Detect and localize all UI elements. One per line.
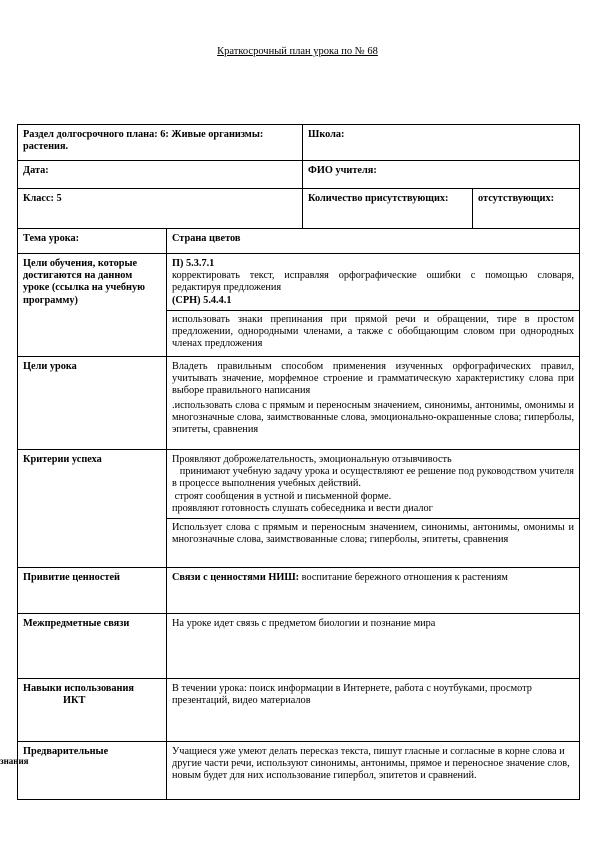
prior-label: Предварительные bbox=[18, 742, 167, 800]
lesson-plan-table bbox=[17, 124, 580, 800]
teacher-cell: ФИО учителя: bbox=[303, 161, 580, 189]
date-cell: Дата: bbox=[18, 161, 303, 189]
ict-label-2: ИКТ bbox=[63, 695, 86, 707]
criteria-row bbox=[18, 450, 580, 568]
program-goals-label: Цели обучения, которые достигаются на данном уроке (ссылка на учебную программу) bbox=[18, 254, 167, 357]
program-goals-row bbox=[18, 254, 580, 357]
ict-cell: В течении урока: поиск информации в Интернете, работа с ноутбуками, просмотр презентаций, видео материалов bbox=[167, 679, 580, 742]
goal-text-1: корректировать текст, исправляя орфографические ошибки с помощью словаря, редактируя предложения bbox=[172, 270, 575, 294]
topic-value: Страна цветов bbox=[167, 229, 580, 254]
interdisciplinary-row bbox=[18, 614, 580, 679]
section-cell: Раздел долгосрочного плана: 6: Живые организмы: растения. bbox=[18, 125, 303, 161]
program-goals-cell bbox=[167, 254, 580, 357]
criteria-line-5: Использует слова с прямым и переносным значением, синонимы, антонимы, омонимы и многозначные слова, заимствованные слова; гиперболы, эпитеты, сравнения bbox=[167, 518, 579, 546]
criteria-label: Критерии успеха bbox=[18, 450, 167, 568]
prior-knowledge-row bbox=[18, 742, 580, 800]
lesson-goal-text-2: .использовать слова с прямым и переносным значением, синонимы, антонимы, омонимы и многозначные слова, заимствованные слова, эмоционально-окрашенные слова; гиперболы, эпитеты, сравнения bbox=[172, 399, 575, 436]
present-cell: Количество присутствующих: bbox=[303, 189, 473, 229]
goal-code-2: (СРН) 5.4.4.1 bbox=[172, 294, 232, 306]
header-row-section bbox=[18, 125, 580, 161]
lesson-goal-text-1: Владеть правильным способом применения изученных орфографических правил, учитывать значение, морфемное строение и грамматическую характеристику слова при выборе правильного написания bbox=[172, 361, 575, 397]
goal-text-2: использовать знаки препинания при прямой речи и обращении, тире в простом предложении, однородными членами, а также с обобщающим словом при однородных членах предложения bbox=[167, 310, 579, 351]
values-bold: Связи с ценностями НИШ: bbox=[172, 572, 300, 583]
values-row bbox=[18, 568, 580, 614]
prior-cell: Учащиеся уже умеют делать пересказ текста, пишут гласные и согласные в корне слова и другие части речи, используют синонимы, антонимы, прямое и переносное значение слов, новым будет для них использование гипербол, эпитетов и сравнений. bbox=[167, 742, 580, 800]
criteria-line-3: строят сообщения в устной и письменной форме. bbox=[172, 490, 392, 502]
values-cell bbox=[167, 568, 580, 614]
ict-row bbox=[18, 679, 580, 742]
criteria-line-4: проявляют готовность слушать собеседника и вести диалог bbox=[172, 502, 433, 514]
school-cell: Школа: bbox=[303, 125, 580, 161]
class-cell: Класс: 5 bbox=[18, 189, 303, 229]
topic-label: Тема урока: bbox=[18, 229, 167, 254]
ict-label-1: Навыки использования bbox=[23, 683, 134, 694]
lesson-goals-cell bbox=[167, 357, 580, 450]
criteria-line-1: Проявляют доброжелательность, эмоциональную отзывчивость bbox=[172, 454, 452, 465]
ict-label-cell bbox=[18, 679, 167, 742]
prior-label-overflow: знания bbox=[0, 756, 29, 766]
lesson-goals-label: Цели урока bbox=[18, 357, 167, 450]
values-text: воспитание бережного отношения к растениям bbox=[299, 572, 508, 583]
criteria-cell bbox=[167, 450, 580, 568]
interdisciplinary-cell: На уроке идет связь с предметом биологии и познание мира bbox=[167, 614, 580, 679]
topic-row bbox=[18, 229, 580, 254]
page-title: Краткосрочный план урока по № 68 bbox=[217, 46, 378, 57]
lesson-goals-row bbox=[18, 357, 580, 450]
absent-cell: отсутствующих: bbox=[473, 189, 580, 229]
values-label: Привитие ценностей bbox=[18, 568, 167, 614]
criteria-line-2: принимают учебную задачу урока и осуществляют ее решение под руководством учителя в процессе выполнения учебных действий. bbox=[172, 466, 577, 490]
header-row-class bbox=[18, 189, 580, 229]
interdisciplinary-label: Межпредметные связи bbox=[18, 614, 167, 679]
goal-code-1: П) 5.3.7.1 bbox=[172, 258, 215, 269]
header-row-date bbox=[18, 161, 580, 189]
